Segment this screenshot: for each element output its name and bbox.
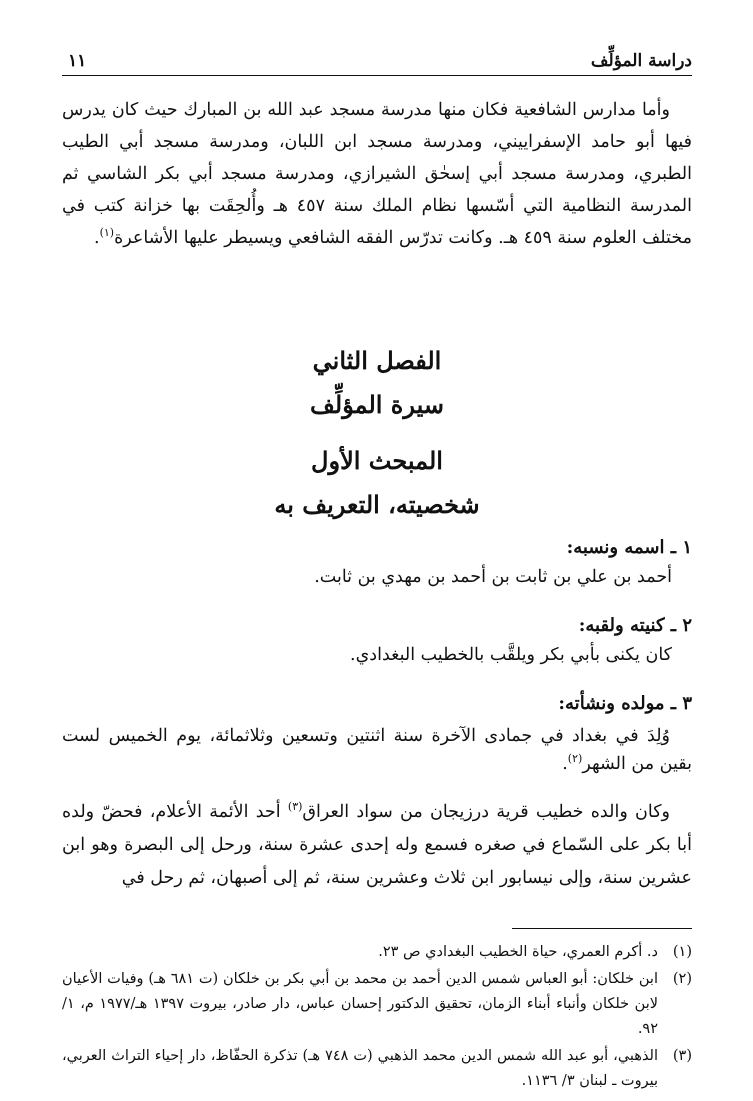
running-header	[62, 44, 692, 76]
page-number: ١١	[68, 51, 87, 71]
footnote-marker[interactable]: (٣)	[287, 800, 303, 814]
subsection-body: كان يكنى بأبي بكر ويلقَّب بالخطيب البغدادي.	[350, 645, 672, 665]
footnotes	[62, 940, 692, 1096]
footnote	[62, 1044, 692, 1094]
footnote-number: (٣)	[672, 1048, 692, 1064]
subsection-name	[62, 534, 692, 592]
footnote-marker[interactable]: (١)	[99, 226, 115, 240]
subsection-kunya	[62, 612, 692, 670]
footnote-marker[interactable]: (٢)	[567, 752, 583, 766]
book-page	[62, 44, 692, 1089]
section-heading: المبحث الأول	[311, 446, 443, 475]
footnote-divider	[512, 928, 692, 929]
chapter-title: سيرة المؤلِّف	[310, 390, 444, 419]
section-title: شخصيته، التعريف به	[274, 490, 480, 519]
footnote	[62, 967, 692, 1042]
footnote-text: الذهبي، أبو عبد الله شمس الدين محمد الذهبي (ت ٧٤٨ هـ) تذكرة الحفّاظ، دار إحياء التراث العربي، بيروت ـ لبنان ٣/ ١١٣٦.	[62, 1048, 658, 1089]
chapter-headings	[62, 344, 692, 522]
subsection-body	[62, 722, 692, 778]
footnote-text: د. أكرم العمري، حياة الخطيب البغدادي ص ٢٣.	[378, 944, 658, 960]
subsection-birth	[62, 690, 692, 778]
birth-text-end: .	[562, 754, 568, 774]
father-text-end: أحد الأئمة الأعلام، فحضّ ولده أبا بكر على السّماع في صغره فسمع وله إحدى عشرة سنة، ورحل إلى البصرة وهو ابن عشرين سنة، وإلى نيسابور ابن ثلاث وعشرين سنة، ثم إلى أصبهان، ثم رحل في	[62, 802, 692, 888]
birth-text: وُلِدَ في بغداد في جمادى الآخرة سنة اثنتين وتسعين وثلاثمائة، يوم الخميس لست بقين من الشهر	[62, 726, 692, 774]
footnote-number: (١)	[672, 944, 692, 960]
footnote-text: ابن خلكان: أبو العباس شمس الدين أحمد بن محمد بن أبي بكر بن خلكان (ت ٦٨١ هـ) وفيات الأعيان لابن خلكان وأنباء أبناء الزمان، تحقيق الدكتور إحسان عباس، دار صادر، بيروت ١٣٩٧ هـ/١٩٧٧ م، ١/ ٩٢.	[62, 971, 659, 1037]
footnote	[62, 940, 692, 965]
father-paragraph	[62, 796, 692, 895]
father-text: وكان والده خطيب قرية درزيجان من سواد العراق	[302, 802, 671, 822]
intro-text: وأما مدارس الشافعية فكان منها مدرسة مسجد عبد الله بن المبارك حيث كان يدرس فيها أبو حامد الإسفراييني، ومدرسة مسجد ابن اللبان، ومدرسة مسجد أبي الطيب الطبري، ومدرسة مسجد أبي إسحٰق الشيرازي، ومدرسة مسجد أبي بكر الشاسي ثم المدرسة النظامية التي أسّسها نظام الملك سنة ٤٥٧ هـ وأُلحِقَت بها خزانة كتب في مختلف العلوم سنة ٤٥٩ هـ. وكانت تدرّس الفقه الشافعي ويسيطر عليها الأشاعرة	[62, 100, 692, 248]
intro-paragraph	[62, 94, 692, 254]
footnote-number: (٢)	[672, 971, 692, 987]
subsection-body: أحمد بن علي بن ثابت بن أحمد بن مهدي بن ثابت.	[314, 567, 672, 587]
chapter-heading: الفصل الثاني	[312, 346, 442, 375]
subsection-title: ٢ ـ كنيته ولقبه:	[578, 615, 692, 636]
subsection-title: ٣ ـ مولده ونشأته:	[558, 693, 692, 714]
intro-text-end: .	[94, 228, 100, 248]
subsection-title: ١ ـ اسمه ونسبه:	[566, 537, 692, 558]
running-title: دراسة المؤلِّف	[590, 51, 692, 71]
